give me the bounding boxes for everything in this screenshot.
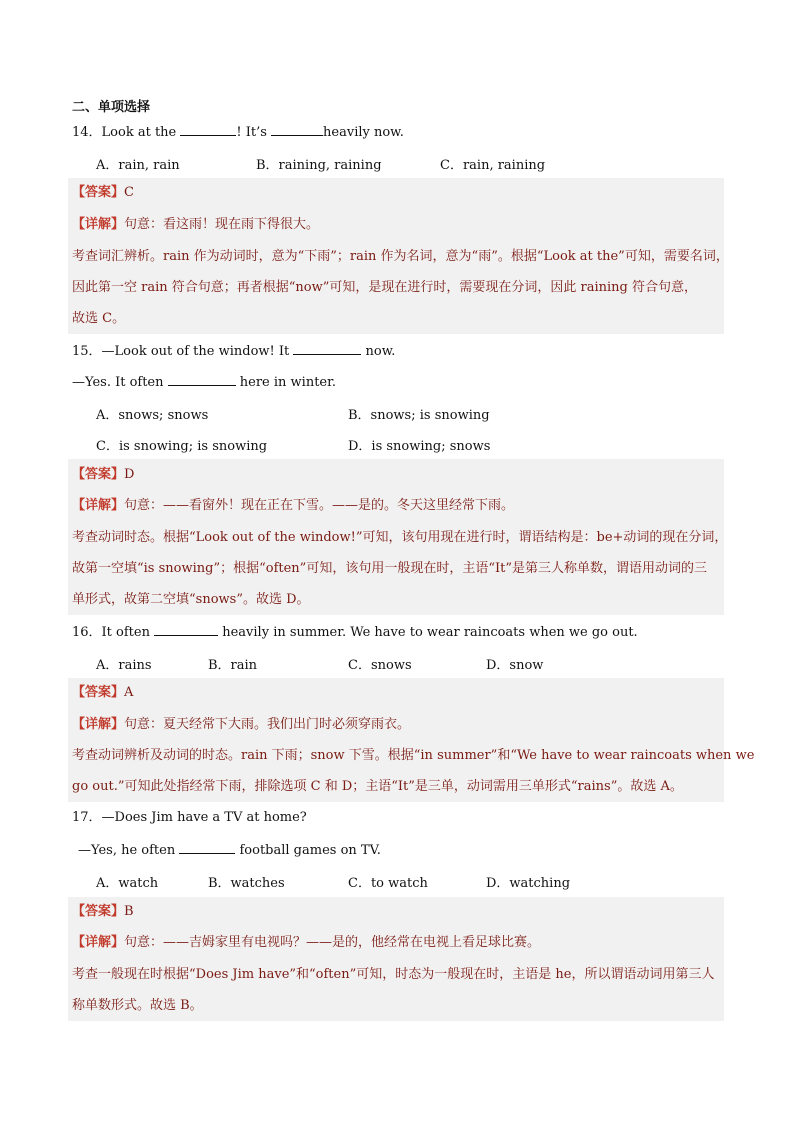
option-c: C．rain, raining: [440, 158, 546, 173]
option-c: C．is snowing; is snowing: [96, 439, 268, 454]
answer-line: 【答案】B: [72, 904, 134, 919]
option-b: B．snows; is snowing: [348, 408, 490, 423]
section-title: 二、单项选择: [72, 100, 151, 115]
option-b: B．raining, raining: [256, 158, 382, 173]
option-a: A．rains: [96, 658, 152, 673]
option-a: A．snows; snows: [96, 408, 209, 423]
option-c: C．snows: [348, 658, 412, 673]
explanation-line: 单形式，故第二空填“snows”。故选 D。: [72, 592, 310, 607]
explanation-line: 故选 C。: [72, 311, 126, 326]
detail-line: 【详解】句意：夏天经常下大雨。我们出门时必须穿雨衣。: [72, 717, 411, 732]
explanation-line: 考查动词时态。根据“Look out of the window!”可知，该句用现在进行时，谓语结构是：be+动词的现在分词，: [72, 530, 728, 545]
explanation-line: 称单数形式。故选 B。: [72, 998, 203, 1013]
answer-blank: [154, 623, 218, 636]
option-b: B．rain: [208, 658, 258, 673]
answer-blank: [293, 342, 361, 355]
option-a: A．rain, rain: [96, 158, 180, 173]
option-c: C．to watch: [348, 876, 428, 891]
answer-blank: [168, 373, 236, 386]
explanation-line: 考查动词辨析及动词的时态。rain 下雨；snow 下雪。根据“in summer”和“We have to wear raincoats when we: [72, 748, 755, 763]
answer-blank: [180, 123, 236, 136]
question-17-stem-1: 17．—Does Jim have a TV at home?: [72, 810, 307, 825]
answer-line: 【答案】C: [72, 185, 134, 200]
detail-line: 【详解】句意：——吉姆家里有电视吗？——是的，他经常在电视上看足球比赛。: [72, 935, 541, 950]
option-d: D．is snowing; snows: [348, 439, 491, 454]
question-14-stem: 14．Look at the ! It’s heavily now.: [72, 125, 404, 140]
explanation-line: 考查词汇辨析。rain 作为动词时，意为“下雨”；rain 作为名词，意为“雨”。根据“Look at the”可知，需要名词，: [72, 249, 729, 264]
explanation-line: 因此第一空 rain 符合句意；再者根据“now”可知，是现在进行时，需要现在分词，因此 raining 符合句意，: [72, 280, 697, 295]
answer-blank: [179, 841, 235, 854]
explanation-line: 考查一般现在时根据“Does Jim have”和“often”可知，时态为一般现在时，主语是 he，所以谓语动词用第三人: [72, 967, 715, 982]
question-16-stem: 16．It often heavily in summer. We have to wear raincoats when we go out.: [72, 625, 638, 640]
answer-line: 【答案】D: [72, 467, 135, 482]
answer-blank: [271, 123, 323, 136]
question-15-stem-2: —Yes. It often here in winter.: [72, 375, 337, 390]
option-d: D．watching: [486, 876, 571, 891]
explanation-line: 故第一空填“is snowing”；根据“often”可知，该句用一般现在时，主语“It”是第三人称单数，谓语用动词的三: [72, 561, 707, 576]
detail-line: 【详解】句意：——看窗外！现在正在下雪。——是的。冬天这里经常下雨。: [72, 498, 515, 513]
question-15-stem-1: 15．—Look out of the window! It now.: [72, 344, 396, 359]
option-b: B．watches: [208, 876, 285, 891]
question-17-stem-2: —Yes, he often football games on TV.: [78, 843, 381, 858]
option-a: A．watch: [96, 876, 159, 891]
answer-line: 【答案】A: [72, 685, 134, 700]
detail-line: 【详解】句意：看这雨！现在雨下得很大。: [72, 217, 320, 232]
explanation-line: go out.”可知此处指经常下雨，排除选项 C 和 D；主语“It”是三单，动词需用三单形式“rains”。故选 A。: [72, 779, 683, 794]
option-d: D．snow: [486, 658, 544, 673]
